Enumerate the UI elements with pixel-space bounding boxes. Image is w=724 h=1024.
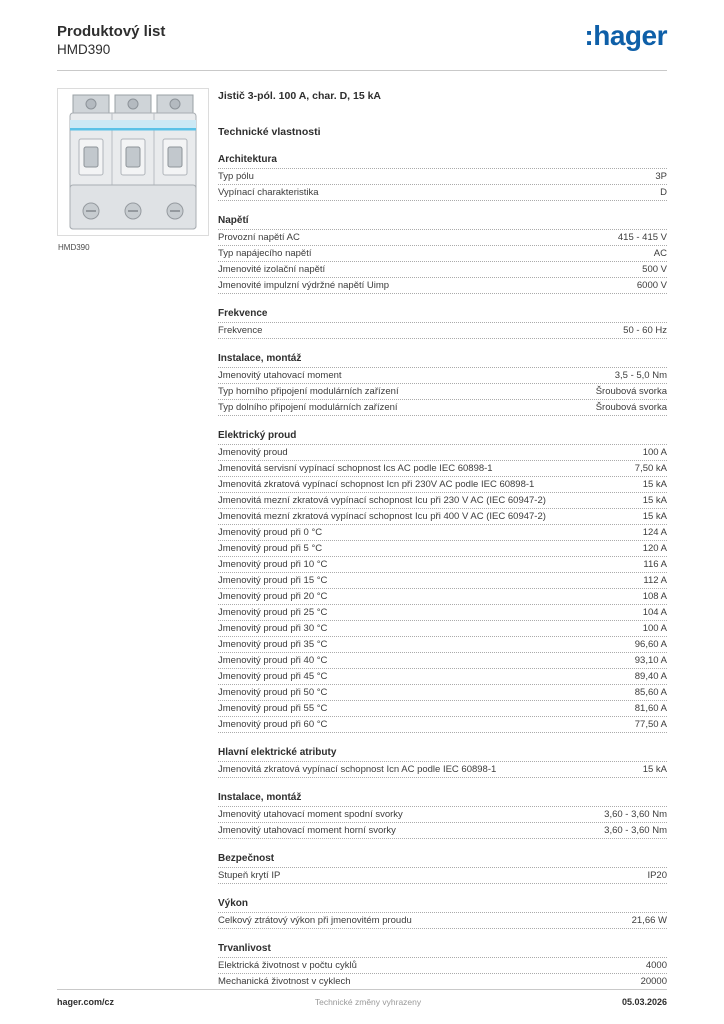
spec-row: [218, 445, 667, 461]
spec-content: [218, 90, 667, 1002]
spec-label: Celkový ztrátový výkon při jmenovitém proudu: [218, 915, 412, 926]
spec-section: [218, 745, 667, 778]
spec-section: [218, 428, 667, 733]
spec-label: Jmenovitá mezní zkratová vypínací schopnost Icu při 230 V AC (IEC 60947-2): [218, 495, 546, 506]
spec-value: 15 kA: [642, 495, 667, 506]
spec-label: Frekvence: [218, 325, 263, 336]
spec-section: [218, 152, 667, 201]
spec-label: Jmenovitý proud při 35 °C: [218, 639, 328, 650]
spec-value: 3,5 - 5,0 Nm: [614, 370, 667, 381]
spec-section-title: Bezpečnost: [218, 851, 667, 868]
spec-section-title: Architektura: [218, 152, 667, 169]
spec-row: [218, 509, 667, 525]
spec-label: Jmenovitý proud při 10 °C: [218, 559, 328, 570]
spec-value: 3,60 - 3,60 Nm: [604, 809, 667, 820]
spec-row: [218, 262, 667, 278]
spec-label: Jmenovitý proud při 25 °C: [218, 607, 328, 618]
spec-row: [218, 169, 667, 185]
spec-label: Jmenovitý utahovací moment horní svorky: [218, 825, 396, 836]
spec-row: [218, 974, 667, 990]
spec-label: Jmenovitý proud při 50 °C: [218, 687, 328, 698]
hager-logo: :hager: [584, 20, 667, 51]
spec-section-title: Instalace, montáž: [218, 790, 667, 807]
spec-row: [218, 669, 667, 685]
spec-label: Jmenovitý proud při 60 °C: [218, 719, 328, 730]
spec-section-title: Elektrický proud: [218, 428, 667, 445]
spec-value: D: [660, 187, 667, 198]
spec-value: 100 A: [642, 447, 667, 458]
spec-section-title: Frekvence: [218, 306, 667, 323]
spec-row: [218, 185, 667, 201]
technical-properties-heading: Technické vlastnosti: [218, 126, 321, 138]
spec-value: 108 A: [642, 591, 667, 602]
spec-label: Typ napájecího napětí: [218, 248, 312, 259]
spec-row: [218, 807, 667, 823]
spec-value: 3P: [655, 171, 667, 182]
spec-value: Šroubová svorka: [595, 402, 667, 413]
footer-disclaimer: Technické změny vyhrazeny: [314, 997, 422, 1007]
spec-label: Jmenovitý proud při 15 °C: [218, 575, 328, 586]
spec-value: Šroubová svorka: [595, 386, 667, 397]
spec-row: [218, 823, 667, 839]
spec-row: [218, 637, 667, 653]
spec-value: 116 A: [643, 559, 667, 570]
spec-value: 15 kA: [642, 479, 667, 490]
spec-label: Stupeň krytí IP: [218, 870, 281, 881]
document-type-title: Produktový list: [57, 23, 166, 40]
spec-section-title: Hlavní elektrické atributy: [218, 745, 667, 762]
spec-row: [218, 605, 667, 621]
spec-label: Jmenovitý proud při 20 °C: [218, 591, 328, 602]
spec-label: Jmenovitý utahovací moment: [218, 370, 342, 381]
spec-row: [218, 589, 667, 605]
spec-row: [218, 230, 667, 246]
spec-row: [218, 493, 667, 509]
spec-row: [218, 477, 667, 493]
spec-section-title: Výkon: [218, 896, 667, 913]
spec-value: 81,60 A: [634, 703, 667, 714]
spec-value: 6000 V: [636, 280, 667, 291]
spec-value: 415 - 415 V: [617, 232, 667, 243]
spec-label: Jmenovitý proud při 55 °C: [218, 703, 328, 714]
spec-label: Jmenovité izolační napětí: [218, 264, 326, 275]
footer-website-link[interactable]: hager.com/cz: [57, 997, 115, 1007]
spec-label: Jmenovitý proud při 40 °C: [218, 655, 328, 666]
spec-value: AC: [653, 248, 667, 259]
spec-value: 4000: [645, 960, 667, 971]
spec-label: Jmenovitý proud při 45 °C: [218, 671, 328, 682]
spec-label: Typ pólu: [218, 171, 254, 182]
spec-label: Jmenovité impulzní výdržné napětí Uimp: [218, 280, 390, 291]
spec-label: Jmenovitá servisní vypínací schopnost Ics AC podle IEC 60898-1: [218, 463, 493, 474]
spec-section: [218, 851, 667, 884]
spec-row: [218, 868, 667, 884]
spec-label: Elektrická životnost v počtu cyklů: [218, 960, 357, 971]
spec-row: [218, 246, 667, 262]
spec-value: 7,50 kA: [634, 463, 667, 474]
spec-value: 89,40 A: [634, 671, 667, 682]
spec-label: Jmenovitá mezní zkratová vypínací schopnost Icu při 400 V AC (IEC 60947-2): [218, 511, 546, 522]
spec-label: Jmenovitý proud při 5 °C: [218, 543, 323, 554]
spec-value: 112 A: [643, 575, 667, 586]
spec-value: 104 A: [642, 607, 667, 618]
spec-label: Provozní napětí AC: [218, 232, 300, 243]
spec-section: [218, 306, 667, 339]
spec-value: 124 A: [642, 527, 667, 538]
spec-section: [218, 790, 667, 839]
product-title: Jistič 3-pól. 100 A, char. D, 15 kA: [218, 90, 382, 102]
spec-row: [218, 958, 667, 974]
spec-section: [218, 941, 667, 990]
spec-value: 15 kA: [642, 511, 667, 522]
spec-sections: [218, 152, 667, 990]
spec-label: Typ dolního připojení modulárních zařízení: [218, 402, 398, 413]
spec-row: [218, 717, 667, 733]
spec-value: 85,60 A: [634, 687, 667, 698]
spec-section-title: Instalace, montáž: [218, 351, 667, 368]
spec-row: [218, 685, 667, 701]
spec-row: [218, 557, 667, 573]
header-product-code: HMD390: [57, 42, 111, 57]
footer-date: 05.03.2026: [621, 997, 667, 1007]
spec-section-title: Napětí: [218, 213, 667, 230]
spec-label: Jmenovitá zkratová vypínací schopnost Icn při 230V AC podle IEC 60898-1: [218, 479, 535, 490]
spec-row: [218, 573, 667, 589]
circuit-breaker-illustration: [58, 89, 208, 235]
spec-row: [218, 913, 667, 929]
spec-section: [218, 896, 667, 929]
spec-value: 100 A: [642, 623, 667, 634]
spec-value: 21,66 W: [631, 915, 667, 926]
spec-value: 77,50 A: [634, 719, 667, 730]
spec-value: 20000: [640, 976, 667, 987]
spec-row: [218, 323, 667, 339]
spec-value: 96,60 A: [634, 639, 667, 650]
spec-row: [218, 621, 667, 637]
spec-value: 120 A: [642, 543, 667, 554]
spec-row: [218, 461, 667, 477]
spec-section: [218, 213, 667, 294]
spec-value: IP20: [647, 870, 667, 881]
spec-label: Typ horního připojení modulárních zařízení: [218, 386, 399, 397]
spec-value: 50 - 60 Hz: [623, 325, 667, 336]
spec-value: 93,10 A: [634, 655, 667, 666]
spec-row: [218, 541, 667, 557]
spec-row: [218, 701, 667, 717]
spec-label: Mechanická životnost v cyklech: [218, 976, 351, 987]
spec-value: 15 kA: [642, 764, 667, 775]
spec-label: Jmenovitý proud při 0 °C: [218, 527, 323, 538]
spec-row: [218, 278, 667, 294]
spec-value: 500 V: [642, 264, 667, 275]
product-image: [57, 88, 209, 236]
spec-section-title: Trvanlivost: [218, 941, 667, 958]
spec-label: Jmenovitý proud při 30 °C: [218, 623, 328, 634]
spec-section: [218, 351, 667, 416]
spec-label: Jmenovitý proud: [218, 447, 288, 458]
spec-row: [218, 762, 667, 778]
spec-row: [218, 368, 667, 384]
spec-row: [218, 400, 667, 416]
spec-label: Vypínací charakteristika: [218, 187, 319, 198]
page-footer: [57, 989, 667, 1007]
spec-row: [218, 384, 667, 400]
page-header: [57, 0, 667, 71]
spec-row: [218, 525, 667, 541]
product-image-caption: HMD390: [58, 243, 90, 252]
spec-row: [218, 653, 667, 669]
spec-value: 3,60 - 3,60 Nm: [604, 825, 667, 836]
spec-label: Jmenovitý utahovací moment spodní svorky: [218, 809, 403, 820]
spec-label: Jmenovitá zkratová vypínací schopnost Icn AC podle IEC 60898-1: [218, 764, 497, 775]
